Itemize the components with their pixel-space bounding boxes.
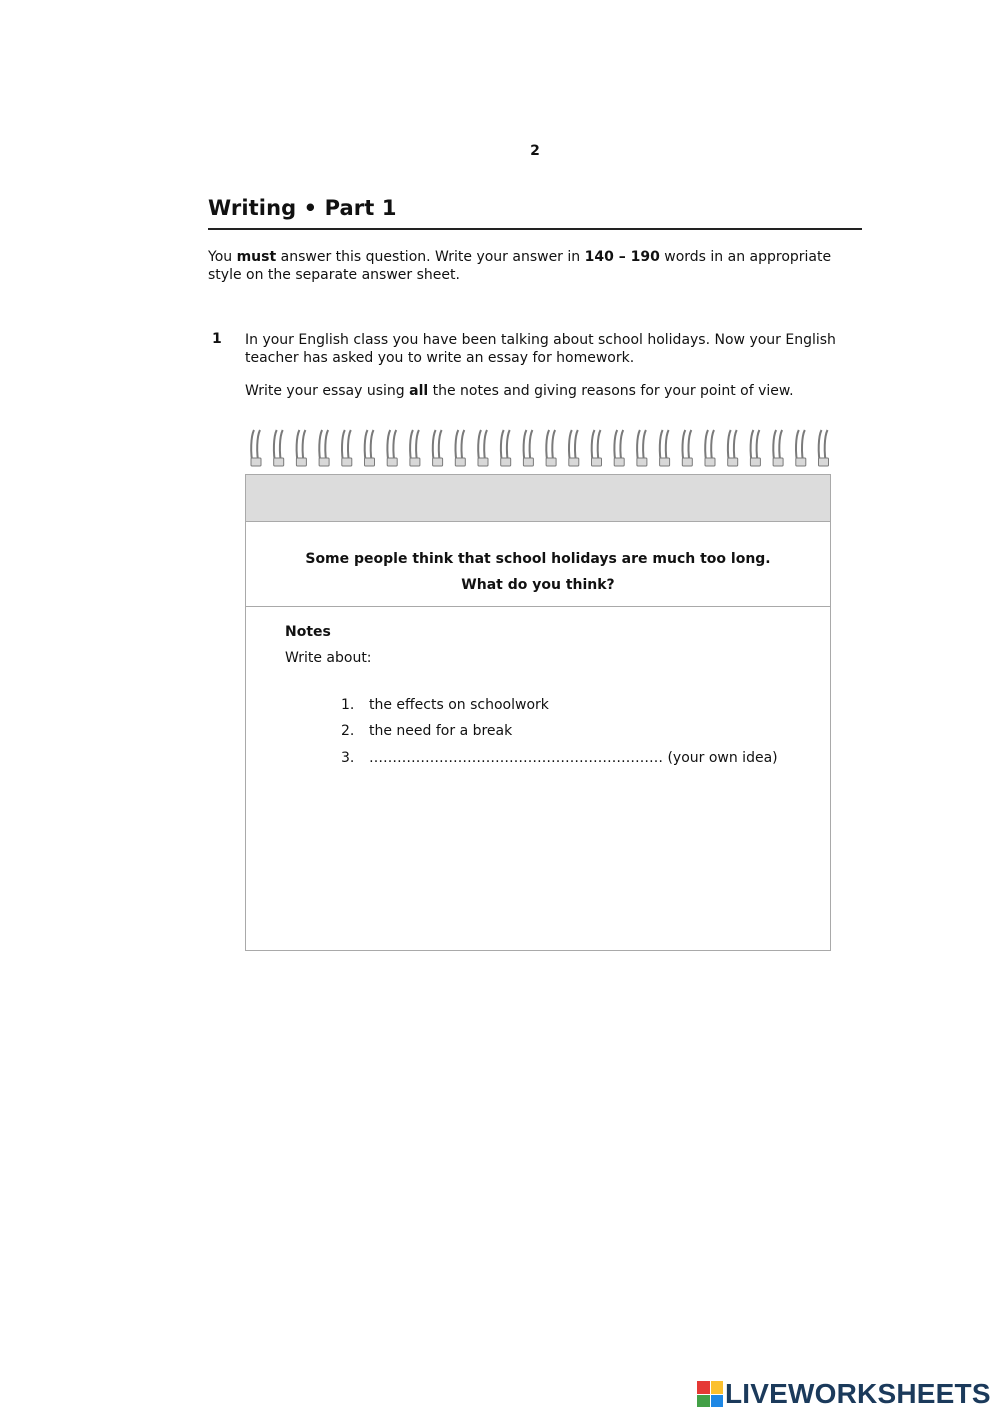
spiral-hole (433, 458, 443, 466)
spiral-ring (592, 430, 602, 466)
spiral-ring (455, 430, 465, 466)
statement-divider (246, 606, 830, 607)
note-item-number: 1. (341, 697, 355, 713)
spiral-ring (682, 430, 692, 466)
spiral-hole (660, 458, 670, 466)
note-item-text: ……………………………………………………… (your own idea) (369, 750, 778, 766)
liveworksheets-logo (697, 1377, 991, 1411)
instructions (208, 248, 868, 284)
logo-square (711, 1395, 724, 1408)
spiral-ring (478, 430, 488, 466)
question-instruction-text-2: the notes and giving reasons for your point of view. (428, 383, 794, 399)
spiral-hole (750, 458, 760, 466)
spiral-ring (365, 430, 375, 466)
spiral-hole (501, 458, 511, 466)
spiral-hole (410, 458, 420, 466)
instructions-text-3: words in an appropriate style on the separate answer sheet. (208, 249, 832, 283)
notebook (245, 428, 831, 951)
spiral-hole (705, 458, 715, 466)
logo-square (697, 1395, 710, 1408)
spiral-ring (773, 430, 783, 466)
spiral-hole (819, 458, 829, 466)
spiral-ring (251, 430, 261, 466)
question-instruction-text-1: Write your essay using (245, 383, 410, 399)
spiral-ring (750, 430, 760, 466)
spiral-hole (592, 458, 602, 466)
instructions-must: must (236, 249, 277, 265)
spiral-binding (245, 428, 831, 476)
note-item-text: the need for a break (369, 723, 513, 739)
spiral-ring (569, 430, 579, 466)
spiral-ring (523, 430, 533, 466)
spiral-hole (682, 458, 692, 466)
spiral-ring (705, 430, 715, 466)
spiral-hole (773, 458, 783, 466)
spiral-hole (455, 458, 465, 466)
spiral-hole (319, 458, 329, 466)
spiral-hole (387, 458, 397, 466)
section-title: Writing • Part 1 (208, 196, 397, 220)
spiral-ring (637, 430, 647, 466)
spiral-ring (501, 430, 511, 466)
spiral-hole (523, 458, 533, 466)
notes-subtitle: Write about: (285, 650, 372, 666)
spiral-ring (296, 430, 306, 466)
note-item-text: the effects on schoolwork (369, 697, 549, 713)
spiral-ring (387, 430, 397, 466)
question-text: In your English class you have been talking about school holidays. Now your English teacher has asked you to write an essay for homework. (245, 332, 836, 366)
essay-statement (246, 546, 830, 598)
instructions-word-range: 140 – 190 (584, 249, 660, 265)
page-number: 2 (530, 143, 540, 159)
notebook-header-band (245, 474, 831, 522)
note-item (341, 723, 512, 739)
note-item (341, 697, 549, 713)
instructions-text-1: You (208, 249, 237, 265)
spiral-ring (728, 430, 738, 466)
notebook-page (245, 521, 831, 951)
spiral-ring (342, 430, 352, 466)
logo-text: LIVEWORKSHEETS (725, 1378, 991, 1409)
spiral-hole (796, 458, 806, 466)
spiral-ring (274, 430, 284, 466)
spiral-ring (614, 430, 624, 466)
spiral-ring (796, 430, 806, 466)
spiral-hole (478, 458, 488, 466)
spiral-hole (546, 458, 556, 466)
logo-mark-icon (697, 1381, 723, 1407)
note-item (341, 750, 778, 766)
spiral-hole (251, 458, 261, 466)
instructions-text-2: answer this question. Write your answer in (276, 249, 585, 265)
essay-statement-line-1: Some people think that school holidays are much too long. (305, 551, 771, 567)
logo-square (711, 1381, 724, 1394)
spiral-ring (660, 430, 670, 466)
spiral-ring (319, 430, 329, 466)
spiral-hole (274, 458, 284, 466)
spiral-hole (569, 458, 579, 466)
note-item-number: 3. (341, 750, 355, 766)
spiral-ring (410, 430, 420, 466)
spiral-ring (546, 430, 556, 466)
question-number: 1 (212, 331, 222, 347)
notes-title: Notes (285, 624, 331, 640)
spiral-hole (728, 458, 738, 466)
spiral-ring (433, 430, 443, 466)
spiral-hole (637, 458, 647, 466)
title-rule (208, 228, 862, 230)
spiral-hole (614, 458, 624, 466)
spiral-ring (819, 430, 829, 466)
question-instruction (245, 382, 865, 400)
essay-question-line: What do you think? (461, 577, 615, 593)
logo-square (697, 1381, 710, 1394)
spiral-hole (296, 458, 306, 466)
question-instruction-all: all (409, 383, 429, 399)
spiral-hole (365, 458, 375, 466)
spiral-hole (342, 458, 352, 466)
note-item-number: 2. (341, 723, 355, 739)
